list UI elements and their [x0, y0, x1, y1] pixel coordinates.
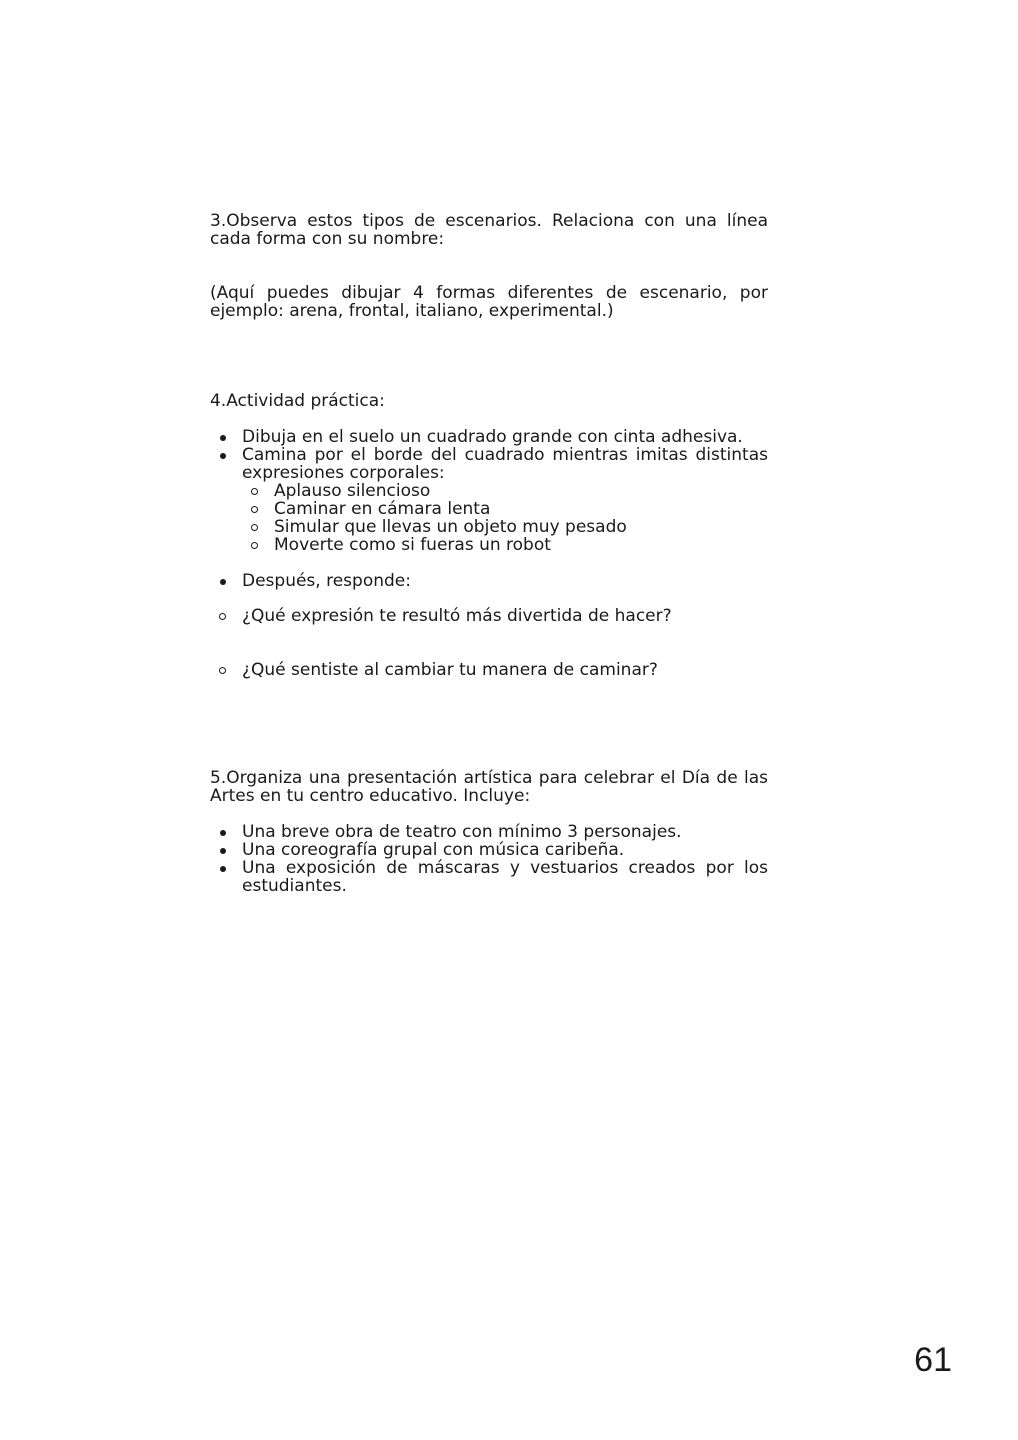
- sub-list-item: Simular que llevas un objeto muy pesado: [242, 518, 768, 536]
- section-5-list: [210, 823, 768, 895]
- list-item: Dibuja en el suelo un cuadrado grande con cinta adhesiva.: [210, 428, 768, 446]
- question-item: ¿Qué expresión te resultó más divertida de hacer?: [210, 607, 768, 625]
- section-5-prompt: 5.Organiza una presentación artística para celebrar el Día de las Artes en tu centro educativo. Incluye:: [210, 768, 768, 806]
- section-4-title: 4.Actividad práctica:: [210, 391, 385, 411]
- list-item: Después, responde:: [210, 572, 768, 590]
- list-item: Una exposición de máscaras y vestuarios creados por los estudiantes.: [210, 859, 768, 895]
- list-item: Camina por el borde del cuadrado mientras imitas distintas expresiones corporales: Aplauso silencioso Caminar en cámara lenta Simular que llevas un objeto muy pesado Moverte como si fueras un robot: [210, 446, 768, 554]
- question-2: [210, 661, 768, 679]
- sub-list-item: Caminar en cámara lenta: [242, 500, 768, 518]
- question-1: [210, 607, 768, 625]
- section-3-note: (Aquí puedes dibujar 4 formas diferentes de escenario, por ejemplo: arena, frontal, italiano, experimental.): [210, 283, 768, 321]
- question-item: ¿Qué sentiste al cambiar tu manera de caminar?: [210, 661, 768, 679]
- section-3-prompt: 3.Observa estos tipos de escenarios. Relaciona con una línea cada forma con su nombre:: [210, 211, 768, 249]
- list-item: Una coreografía grupal con música caribeña.: [210, 841, 768, 859]
- sub-list-item: Aplauso silencioso: [242, 482, 768, 500]
- page-number: 61: [914, 1341, 952, 1379]
- list-item: Una breve obra de teatro con mínimo 3 personajes.: [210, 823, 768, 841]
- sub-list-item: Moverte como si fueras un robot: [242, 536, 768, 554]
- section-4-respond: [210, 572, 768, 590]
- section-4-list: [210, 428, 768, 554]
